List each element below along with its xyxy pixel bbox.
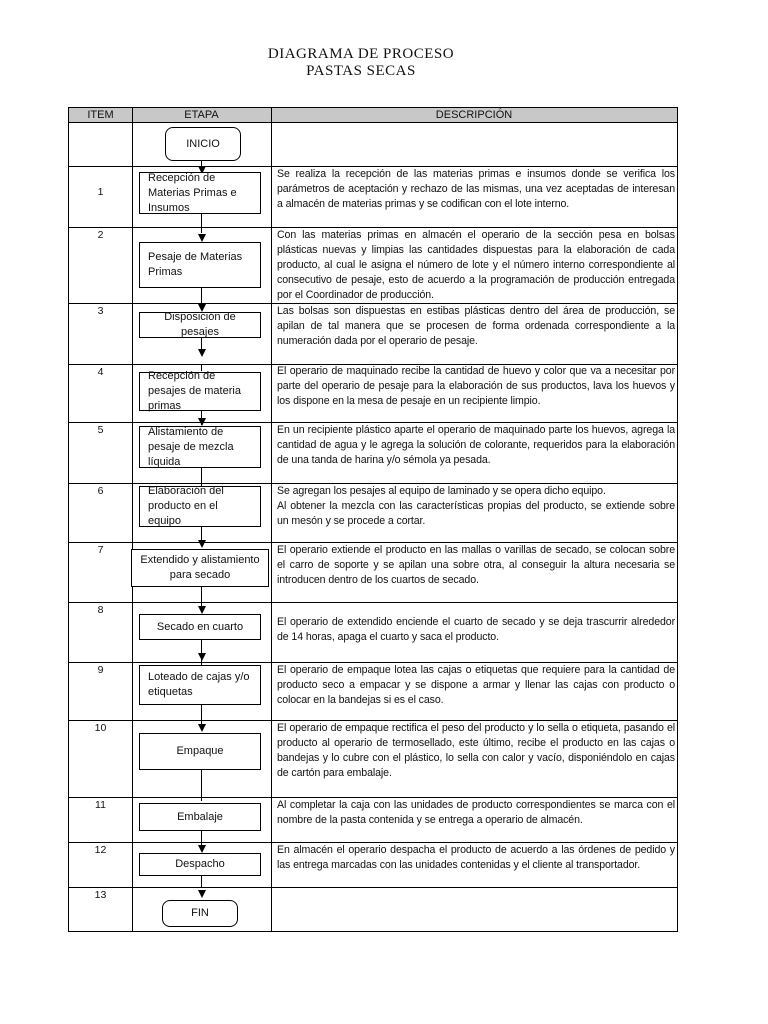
step-description: En un recipiente plástico aparte el operario de maquinado parte los huevos, agrega la cantidad de agua y le agrega la solución de colorante, requeridos para la elaboración de una tanda de harina y/o sémola ya pesada. — [277, 424, 675, 466]
item-number: 5 — [97, 424, 104, 436]
flow-connector — [201, 288, 202, 304]
row-divider — [69, 887, 677, 888]
column-divider — [271, 108, 272, 931]
start-terminal: INICIO — [165, 127, 241, 161]
flow-connector — [201, 227, 202, 233]
header-etapa: ETAPA — [132, 108, 271, 123]
end-terminal: FIN — [162, 900, 238, 927]
step-box: Empaque — [139, 733, 261, 770]
step-box: Pesaje de Materias Primas — [139, 242, 261, 288]
step-description: En almacén el operario despacha el producto de acuerdo a las órdenes de pedido y las entrega marcadas con las unidades contenidas y el cliente al transportador. — [277, 844, 675, 871]
step-description: Se agregan los pesajes al equipo de laminado y se opera dicho equipo. Al obtener la mezcla con las características propias del producto, se extiende sobre un mesón y se procede a cortar. — [277, 485, 675, 527]
title-line-2: PASTAS SECAS — [306, 63, 416, 79]
item-number: 4 — [97, 366, 104, 378]
document-title — [0, 46, 722, 80]
step-box: Despacho — [139, 853, 261, 876]
item-number: 1 — [97, 186, 104, 198]
step-box: Embalaje — [139, 803, 261, 831]
header-descripcion: DESCRIPCIÓN — [271, 108, 677, 123]
flow-connector — [201, 770, 202, 801]
process-table — [68, 107, 678, 932]
item-number: 13 — [94, 889, 107, 901]
arrow-down-icon — [198, 890, 206, 898]
arrow-down-icon — [198, 653, 206, 661]
step-description: El operario de empaque lotea las cajas o etiquetas que requiere para la cantidad de producto seco a empacar y se dispone a armar y llenar las cajas con producto o colocar en la bandejas si es el caso. — [277, 664, 675, 706]
arrow-down-icon — [198, 349, 206, 357]
arrow-down-icon — [198, 234, 206, 242]
item-number: 2 — [97, 229, 104, 241]
step-box: Recepción de pesajes de materia primas — [139, 372, 261, 411]
arrow-down-icon — [198, 540, 206, 548]
step-box: Loteado de cajas y/o etiquetas — [139, 665, 261, 705]
step-description: El operario de empaque rectifica el peso del producto y lo sella o etiqueta, pasando el producto al operario de termosellado, este último, recibe el producto en las cajas o bandejas y lo cubre con el plástico, lo sella con calor y vacío, disponiéndolo en cajas de cartón para embalaje. — [277, 722, 675, 779]
item-number: 6 — [97, 485, 104, 497]
title-line-1: DIAGRAMA DE PROCESO — [267, 46, 455, 62]
row-divider — [69, 602, 677, 603]
arrow-down-icon — [198, 845, 206, 853]
step-box: Elaboración del producto en el equipo — [139, 486, 261, 527]
arrow-down-icon — [198, 724, 206, 732]
step-description: Con las materias primas en almacén el operario de la sección pesa en bolsas plásticas nuevas y limpias las cantidades dispuestas para la elaboración de cada producto, al cual le asigna el número de lote y el número interno correspondiente al consecutivo de pesaje, esto de acuerdo a la programación de producción entregada por el Coordinador de producción. — [277, 229, 675, 301]
header-item: ITEM — [69, 108, 132, 123]
flow-connector — [201, 831, 202, 845]
column-divider — [132, 108, 133, 931]
flow-connector — [201, 705, 202, 724]
step-description: Se realiza la recepción de las materias primas e insumos donde se verifica los parámetros de aceptación y rechazo de las mismas, una vez aceptadas de interesan a almacén de materias primas y se codifican con el lote interno. — [277, 168, 675, 210]
step-box: Disposición de pesajes — [139, 312, 261, 338]
item-number: 11 — [95, 799, 106, 811]
step-box: Extendido y alistamiento para secado — [131, 549, 269, 587]
step-description: Las bolsas son dispuestas en estibas plásticas dentro del área de producción, se apilan de tal manera que se procesen de forma ordenada correspondiente a la numeración dada por el operario de pesaje. — [277, 305, 675, 347]
flow-connector — [201, 587, 202, 607]
step-description: El operario de extendido enciende el cuarto de secado y se deja trascurrir alrededor de 14 horas, apaga el cuarto y saca el producto. — [277, 616, 675, 643]
item-number: 7 — [97, 544, 104, 556]
item-number: 12 — [94, 844, 107, 856]
step-box: Secado en cuarto — [139, 614, 261, 640]
item-number: 10 — [94, 722, 107, 734]
step-description: Al completar la caja con las unidades de producto correspondientes se marca con el nombre de la pasta contenida y se entrega a operario de almacén. — [277, 799, 675, 826]
item-number: 3 — [97, 305, 104, 317]
step-description: El operario de maquinado recibe la cantidad de huevo y color que va a necesitar por parte del operario de pesaje para la elaboración de sus productos, lava los huevos y los dispone en la mesa de pesaje en un recipiente limpio. — [277, 365, 675, 407]
step-description: El operario extiende el producto en las mallas o varillas de secado, se colocan sobre el carro de soporte y se apilan una sobre otra, al conseguir la altura necesaria se introducen dentro de los cuartos de secado. — [277, 544, 675, 586]
arrow-down-icon — [198, 606, 206, 614]
step-box: Recepción de Materias Primas e Insumos — [139, 172, 261, 214]
step-box: Alistamiento de pesaje de mezcla líquida — [139, 426, 261, 468]
flow-connector — [201, 876, 202, 888]
item-number: 8 — [97, 604, 104, 616]
item-number: 9 — [97, 664, 104, 676]
